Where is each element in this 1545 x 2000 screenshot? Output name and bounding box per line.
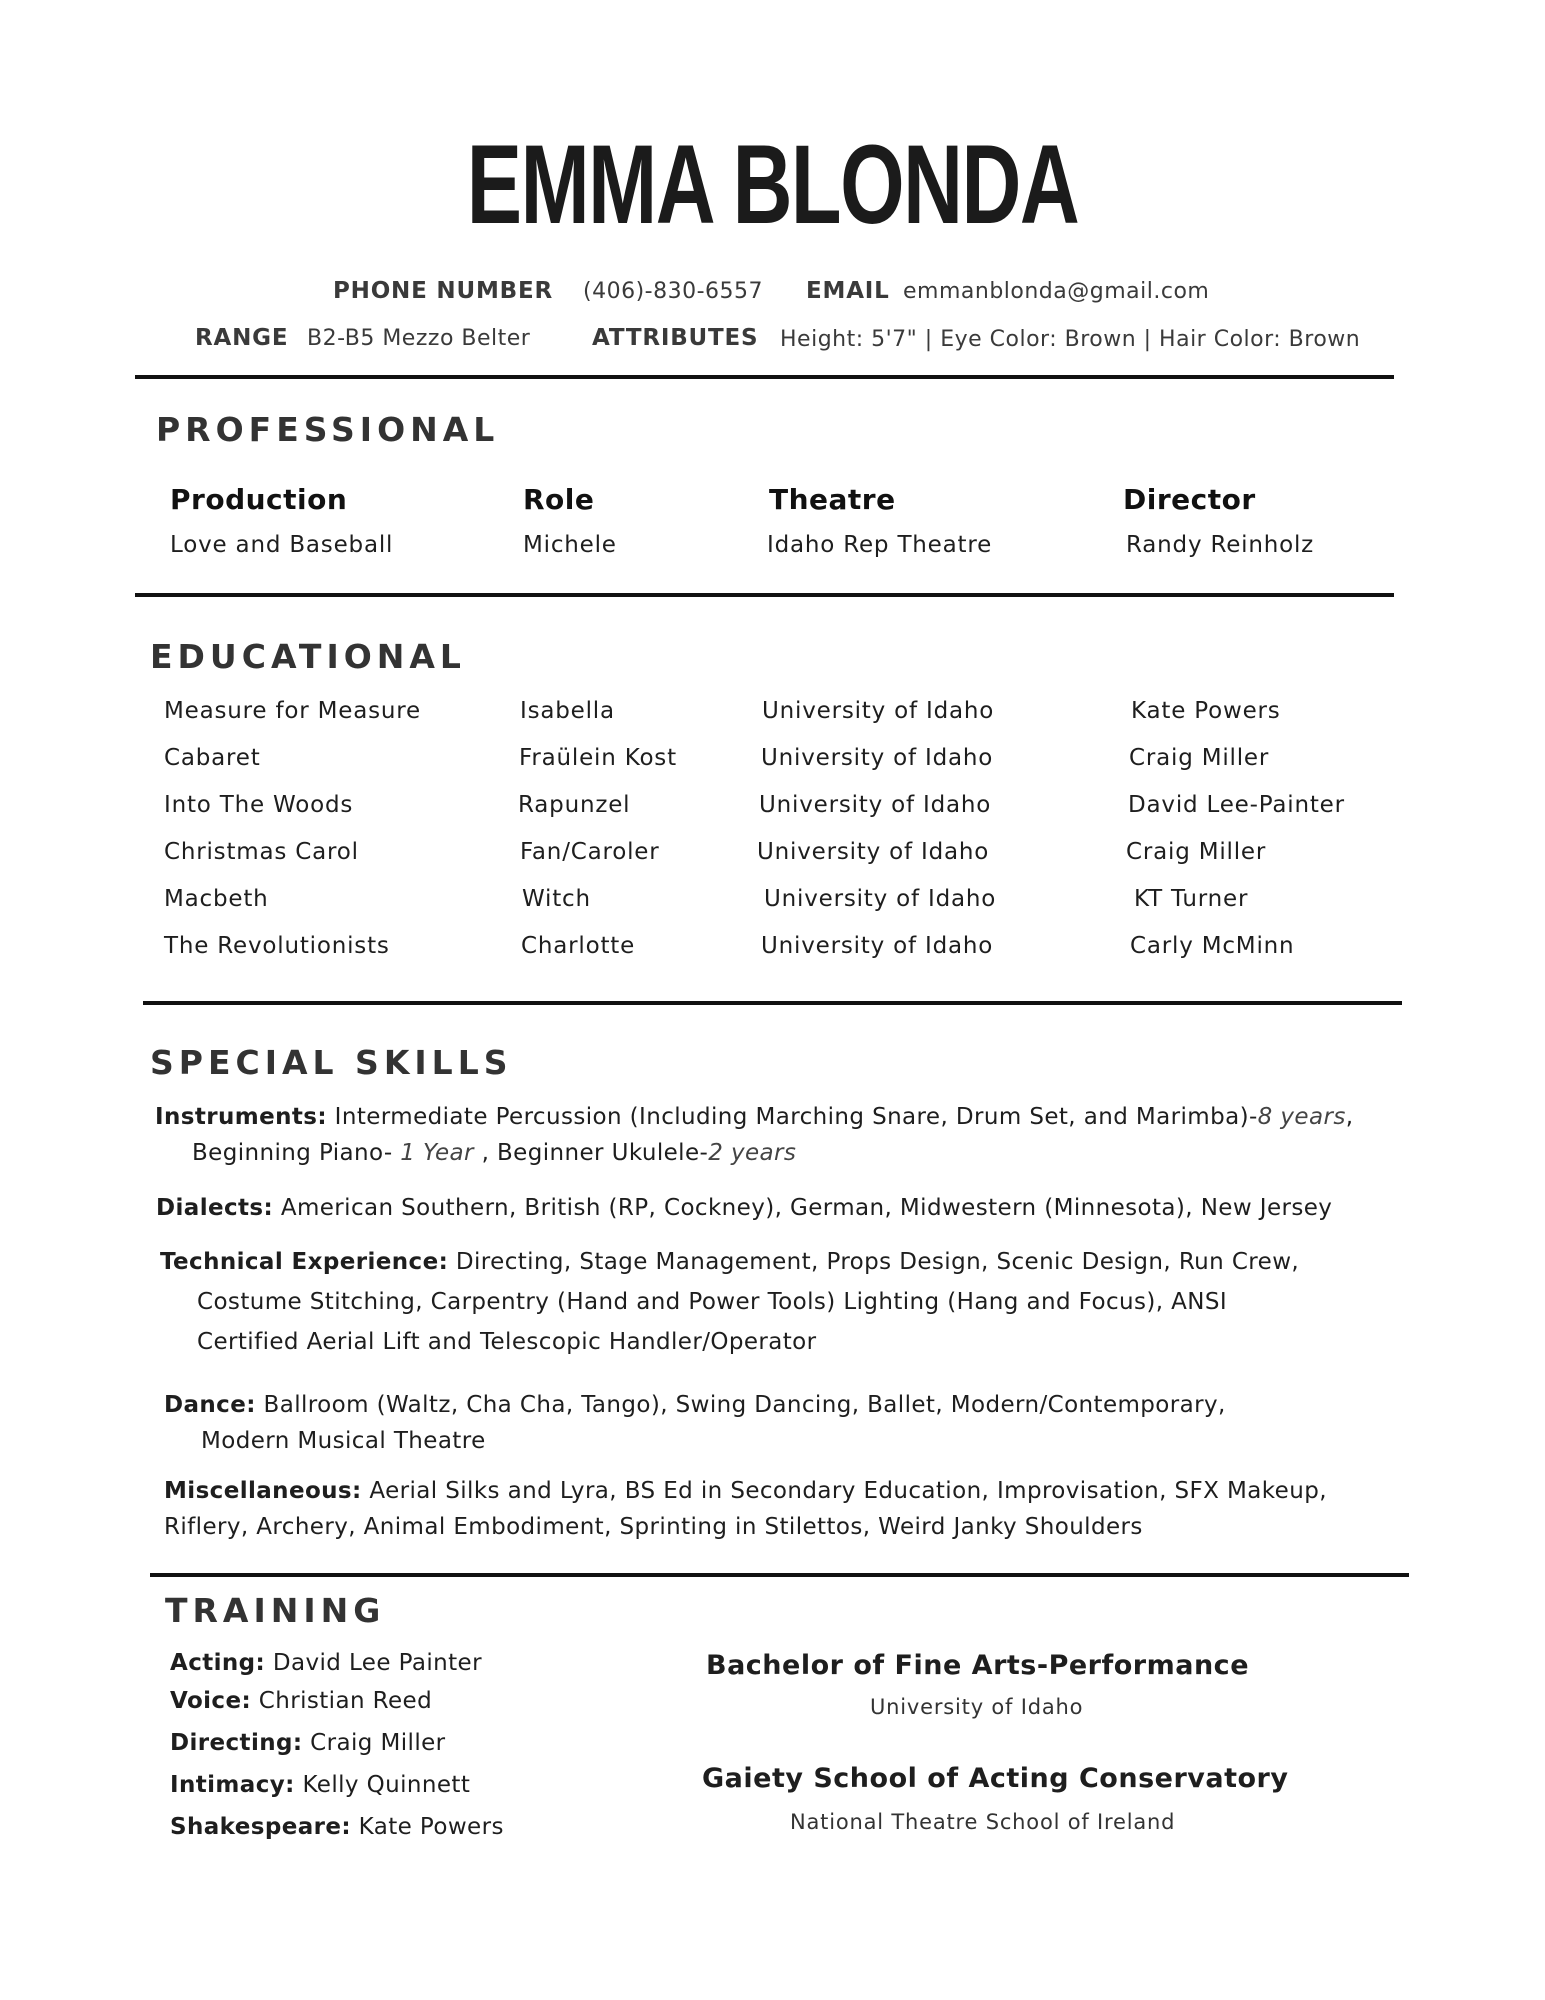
divider-educational xyxy=(143,1001,1402,1005)
attributes-value: Height: 5'7" | Eye Color: Brown | Hair Color: Brown xyxy=(780,327,1361,352)
column-header-theatre: Theatre xyxy=(769,483,896,516)
edu-production: Into The Woods xyxy=(164,792,354,818)
skill-instruments-line1: Instruments: Intermediate Percussion (Including Marching Snare, Drum Set, and Marimba)-8 years, xyxy=(155,1104,1354,1130)
phone-value: (406)-830-6557 xyxy=(583,279,764,304)
skill-technical-line1: Technical Experience: Directing, Stage Management, Props Design, Scenic Design, Run Crew, xyxy=(160,1249,1300,1275)
edu-theatre: University of Idaho xyxy=(757,839,990,865)
skill-dance-line1: Dance: Ballroom (Waltz, Cha Cha, Tango), Swing Dancing, Ballet, Modern/Contemporary, xyxy=(164,1392,1226,1418)
edu-role: Fraülein Kost xyxy=(519,745,677,771)
section-title-special-skills: SPECIAL SKILLS xyxy=(150,1043,513,1082)
degree-title: Gaiety School of Acting Conservatory xyxy=(702,1763,1289,1794)
divider-skills xyxy=(150,1573,1409,1577)
professional-theatre: Idaho Rep Theatre xyxy=(767,532,993,558)
skill-misc-line1: Miscellaneous: Aerial Silks and Lyra, BS Ed in Secondary Education, Improvisation, SFX Makeup, xyxy=(164,1478,1327,1504)
degree-title: Bachelor of Fine Arts-Performance xyxy=(706,1650,1249,1681)
skill-dialects: Dialects: American Southern, British (RP, Cockney), German, Midwestern (Minnesota), New Jersey xyxy=(156,1195,1333,1221)
training-item: Intimacy: Kelly Quinnett xyxy=(170,1772,471,1798)
skill-dance-line2: Modern Musical Theatre xyxy=(201,1428,486,1454)
range-label: RANGE xyxy=(195,325,289,351)
edu-director: David Lee-Painter xyxy=(1128,792,1345,818)
email-value: emmanblonda@gmail.com xyxy=(903,279,1210,304)
skill-instruments-line2: Beginning Piano- 1 Year , Beginner Ukulele-2 years xyxy=(192,1140,797,1166)
edu-director: Kate Powers xyxy=(1131,698,1281,724)
skill-dance-label: Dance: xyxy=(164,1392,256,1418)
skill-technical-line2: Costume Stitching, Carpentry (Hand and Power Tools) Lighting (Hang and Focus), ANSI xyxy=(197,1289,1228,1315)
edu-director: Carly McMinn xyxy=(1130,933,1295,959)
edu-theatre: University of Idaho xyxy=(761,933,994,959)
edu-production: Measure for Measure xyxy=(164,698,421,724)
skill-technical-line3: Certified Aerial Lift and Telescopic Handler/Operator xyxy=(197,1329,817,1355)
column-header-director: Director xyxy=(1123,483,1256,516)
skill-instruments-label: Instruments: xyxy=(155,1104,327,1130)
degree-school: National Theatre School of Ireland xyxy=(790,1810,1176,1834)
edu-production: Cabaret xyxy=(164,745,261,771)
training-item: Acting: David Lee Painter xyxy=(170,1650,482,1676)
edu-production: Christmas Carol xyxy=(164,839,359,865)
training-item: Directing: Craig Miller xyxy=(170,1730,446,1756)
edu-director: KT Turner xyxy=(1134,886,1249,912)
edu-theatre: University of Idaho xyxy=(761,745,994,771)
training-item: Voice: Christian Reed xyxy=(170,1688,433,1714)
section-title-educational: EDUCATIONAL xyxy=(150,637,466,676)
edu-role: Isabella xyxy=(520,698,615,724)
skill-technical-label: Technical Experience: xyxy=(160,1249,449,1275)
edu-production: Macbeth xyxy=(164,886,269,912)
resume-name: EMMA BLONDA xyxy=(466,122,1079,247)
professional-production: Love and Baseball xyxy=(170,532,394,558)
training-item: Shakespeare: Kate Powers xyxy=(170,1814,504,1840)
section-title-professional: PROFESSIONAL xyxy=(156,410,500,449)
divider-header xyxy=(135,375,1394,379)
section-title-training: TRAINING xyxy=(165,1591,386,1630)
professional-role: Michele xyxy=(523,532,617,558)
edu-role: Witch xyxy=(522,886,591,912)
edu-theatre: University of Idaho xyxy=(762,698,995,724)
attributes-label: ATTRIBUTES xyxy=(592,325,759,351)
column-header-production: Production xyxy=(170,483,348,516)
edu-director: Craig Miller xyxy=(1126,839,1267,865)
edu-role: Fan/Caroler xyxy=(520,839,660,865)
email-label: EMAIL xyxy=(806,278,890,304)
divider-professional xyxy=(135,593,1394,597)
edu-production: The Revolutionists xyxy=(164,933,390,959)
skill-misc-label: Miscellaneous: xyxy=(164,1478,362,1504)
edu-role: Charlotte xyxy=(521,933,636,959)
edu-director: Craig Miller xyxy=(1129,745,1270,771)
column-header-role: Role xyxy=(523,483,595,516)
range-value: B2-B5 Mezzo Belter xyxy=(307,326,531,351)
phone-label: PHONE NUMBER xyxy=(333,278,553,304)
edu-theatre: University of Idaho xyxy=(764,886,997,912)
degree-school: University of Idaho xyxy=(870,1695,1084,1719)
professional-director: Randy Reinholz xyxy=(1126,532,1315,558)
skill-dialects-label: Dialects: xyxy=(156,1195,274,1221)
edu-role: Rapunzel xyxy=(518,792,631,818)
edu-theatre: University of Idaho xyxy=(759,792,992,818)
skill-misc-line2: Riflery, Archery, Animal Embodiment, Sprinting in Stilettos, Weird Janky Shoulders xyxy=(164,1514,1143,1540)
